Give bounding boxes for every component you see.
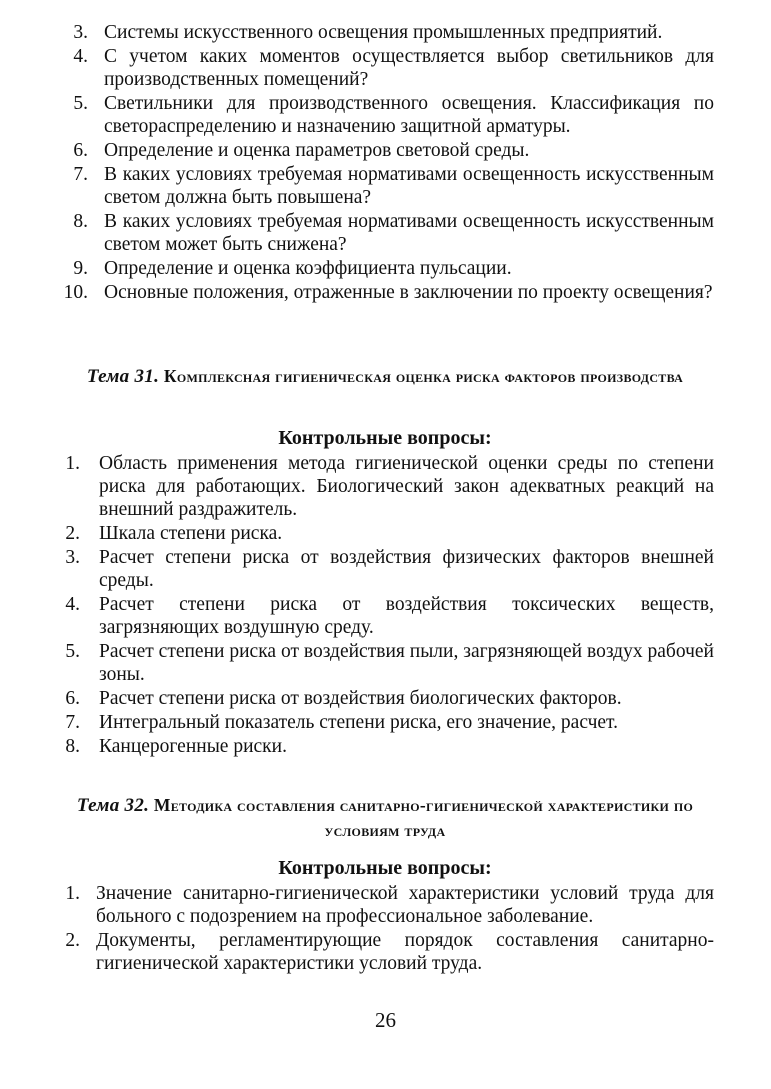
question-number: 6. (65, 688, 80, 709)
question-item (56, 882, 714, 928)
question-item (56, 452, 714, 521)
theme-32-subtitle: Контрольные вопросы: (278, 857, 492, 879)
question-item (56, 593, 714, 639)
question-text: Расчет степени риска от воздействия пыли, загрязняющей воздух рабочей зоны. (99, 641, 714, 685)
theme-32-question-list (56, 882, 714, 976)
question-text: Основные положения, отраженные в заключении по проекту освещения? (104, 282, 713, 303)
question-item (56, 640, 714, 686)
question-number: 5. (73, 93, 88, 114)
question-number: 3. (65, 547, 80, 568)
question-item (58, 139, 714, 162)
question-text: Интегральный показатель степени риска, его значение, расчет. (99, 712, 618, 733)
question-number: 6. (73, 140, 88, 161)
question-text: В каких условиях требуемая нормативами освещенность искусственным светом должна быть повышена? (104, 164, 714, 208)
theme-31-heading (60, 364, 710, 389)
question-text: Определение и оценка коэффициента пульсации. (104, 258, 512, 279)
theme-31-subtitle: Контрольные вопросы: (278, 427, 492, 449)
question-text: Канцерогенные риски. (99, 736, 287, 757)
question-number: 3. (73, 22, 88, 43)
question-number: 8. (73, 211, 88, 232)
question-item (58, 21, 714, 44)
question-text: Системы искусственного освещения промышленных предприятий. (104, 22, 663, 43)
question-list-continued (58, 21, 714, 305)
theme-32-heading (60, 793, 710, 842)
question-item (56, 687, 714, 710)
question-text: Расчет степени риска от воздействия физических факторов внешней среды. (99, 547, 714, 591)
question-number: 2. (65, 930, 80, 951)
question-item (58, 45, 714, 91)
theme-31-title: Комплексная гигиеническая оценка риска факторов производства (163, 366, 684, 386)
question-number: 1. (65, 453, 80, 474)
question-number: 9. (73, 258, 88, 279)
question-number: 4. (65, 594, 80, 615)
question-text: С учетом каких моментов осуществляется выбор светильников для производственных помещений? (104, 46, 714, 90)
theme-31-label: Тема 31. (86, 366, 160, 387)
question-item (56, 546, 714, 592)
question-text: Светильники для производственного освещения. Классификация по светораспределению и назначению защитной арматуры. (104, 93, 714, 137)
question-number: 5. (65, 641, 80, 662)
question-text: Значение санитарно-гигиенической характеристики условий труда для больного с подозрением на профессиональное заболевание. (96, 883, 714, 927)
page-number: 26 (375, 1008, 396, 1032)
question-text: Область применения метода гигиенической оценки среды по степени риска для работающих. Биологический закон адекватных реакций на внешний раздражитель. (99, 453, 714, 520)
question-item (58, 163, 714, 209)
question-item (56, 711, 714, 734)
question-number: 10. (63, 282, 88, 303)
theme-32-title: Методика составления санитарно-гигиенической характеристики по условиям труда (153, 795, 694, 840)
question-text: Расчет степени риска от воздействия токсических веществ, загрязняющих воздушную среду. (99, 594, 714, 638)
question-item (58, 257, 714, 280)
question-text: Шкала степени риска. (99, 523, 283, 544)
question-number: 2. (65, 523, 80, 544)
question-text: Определение и оценка параметров световой среды. (104, 140, 530, 161)
question-text: В каких условиях требуемая нормативами освещенность искусственным светом может быть снижена? (104, 211, 714, 255)
question-text: Расчет степени риска от воздействия биологических факторов. (99, 688, 622, 709)
question-number: 7. (65, 712, 80, 733)
question-item (58, 210, 714, 256)
question-text: Документы, регламентирующие порядок составления санитарно-гигиенической характеристики условий труда. (96, 930, 714, 974)
question-item (56, 735, 714, 758)
question-number: 4. (73, 46, 88, 67)
question-item (56, 929, 714, 975)
question-item (56, 522, 714, 545)
question-number: 8. (65, 736, 80, 757)
question-item (58, 92, 714, 138)
theme-32-label: Тема 32. (76, 795, 150, 816)
question-number: 1. (65, 883, 80, 904)
question-number: 7. (73, 164, 88, 185)
theme-31-question-list (56, 452, 714, 759)
question-item (58, 281, 714, 304)
